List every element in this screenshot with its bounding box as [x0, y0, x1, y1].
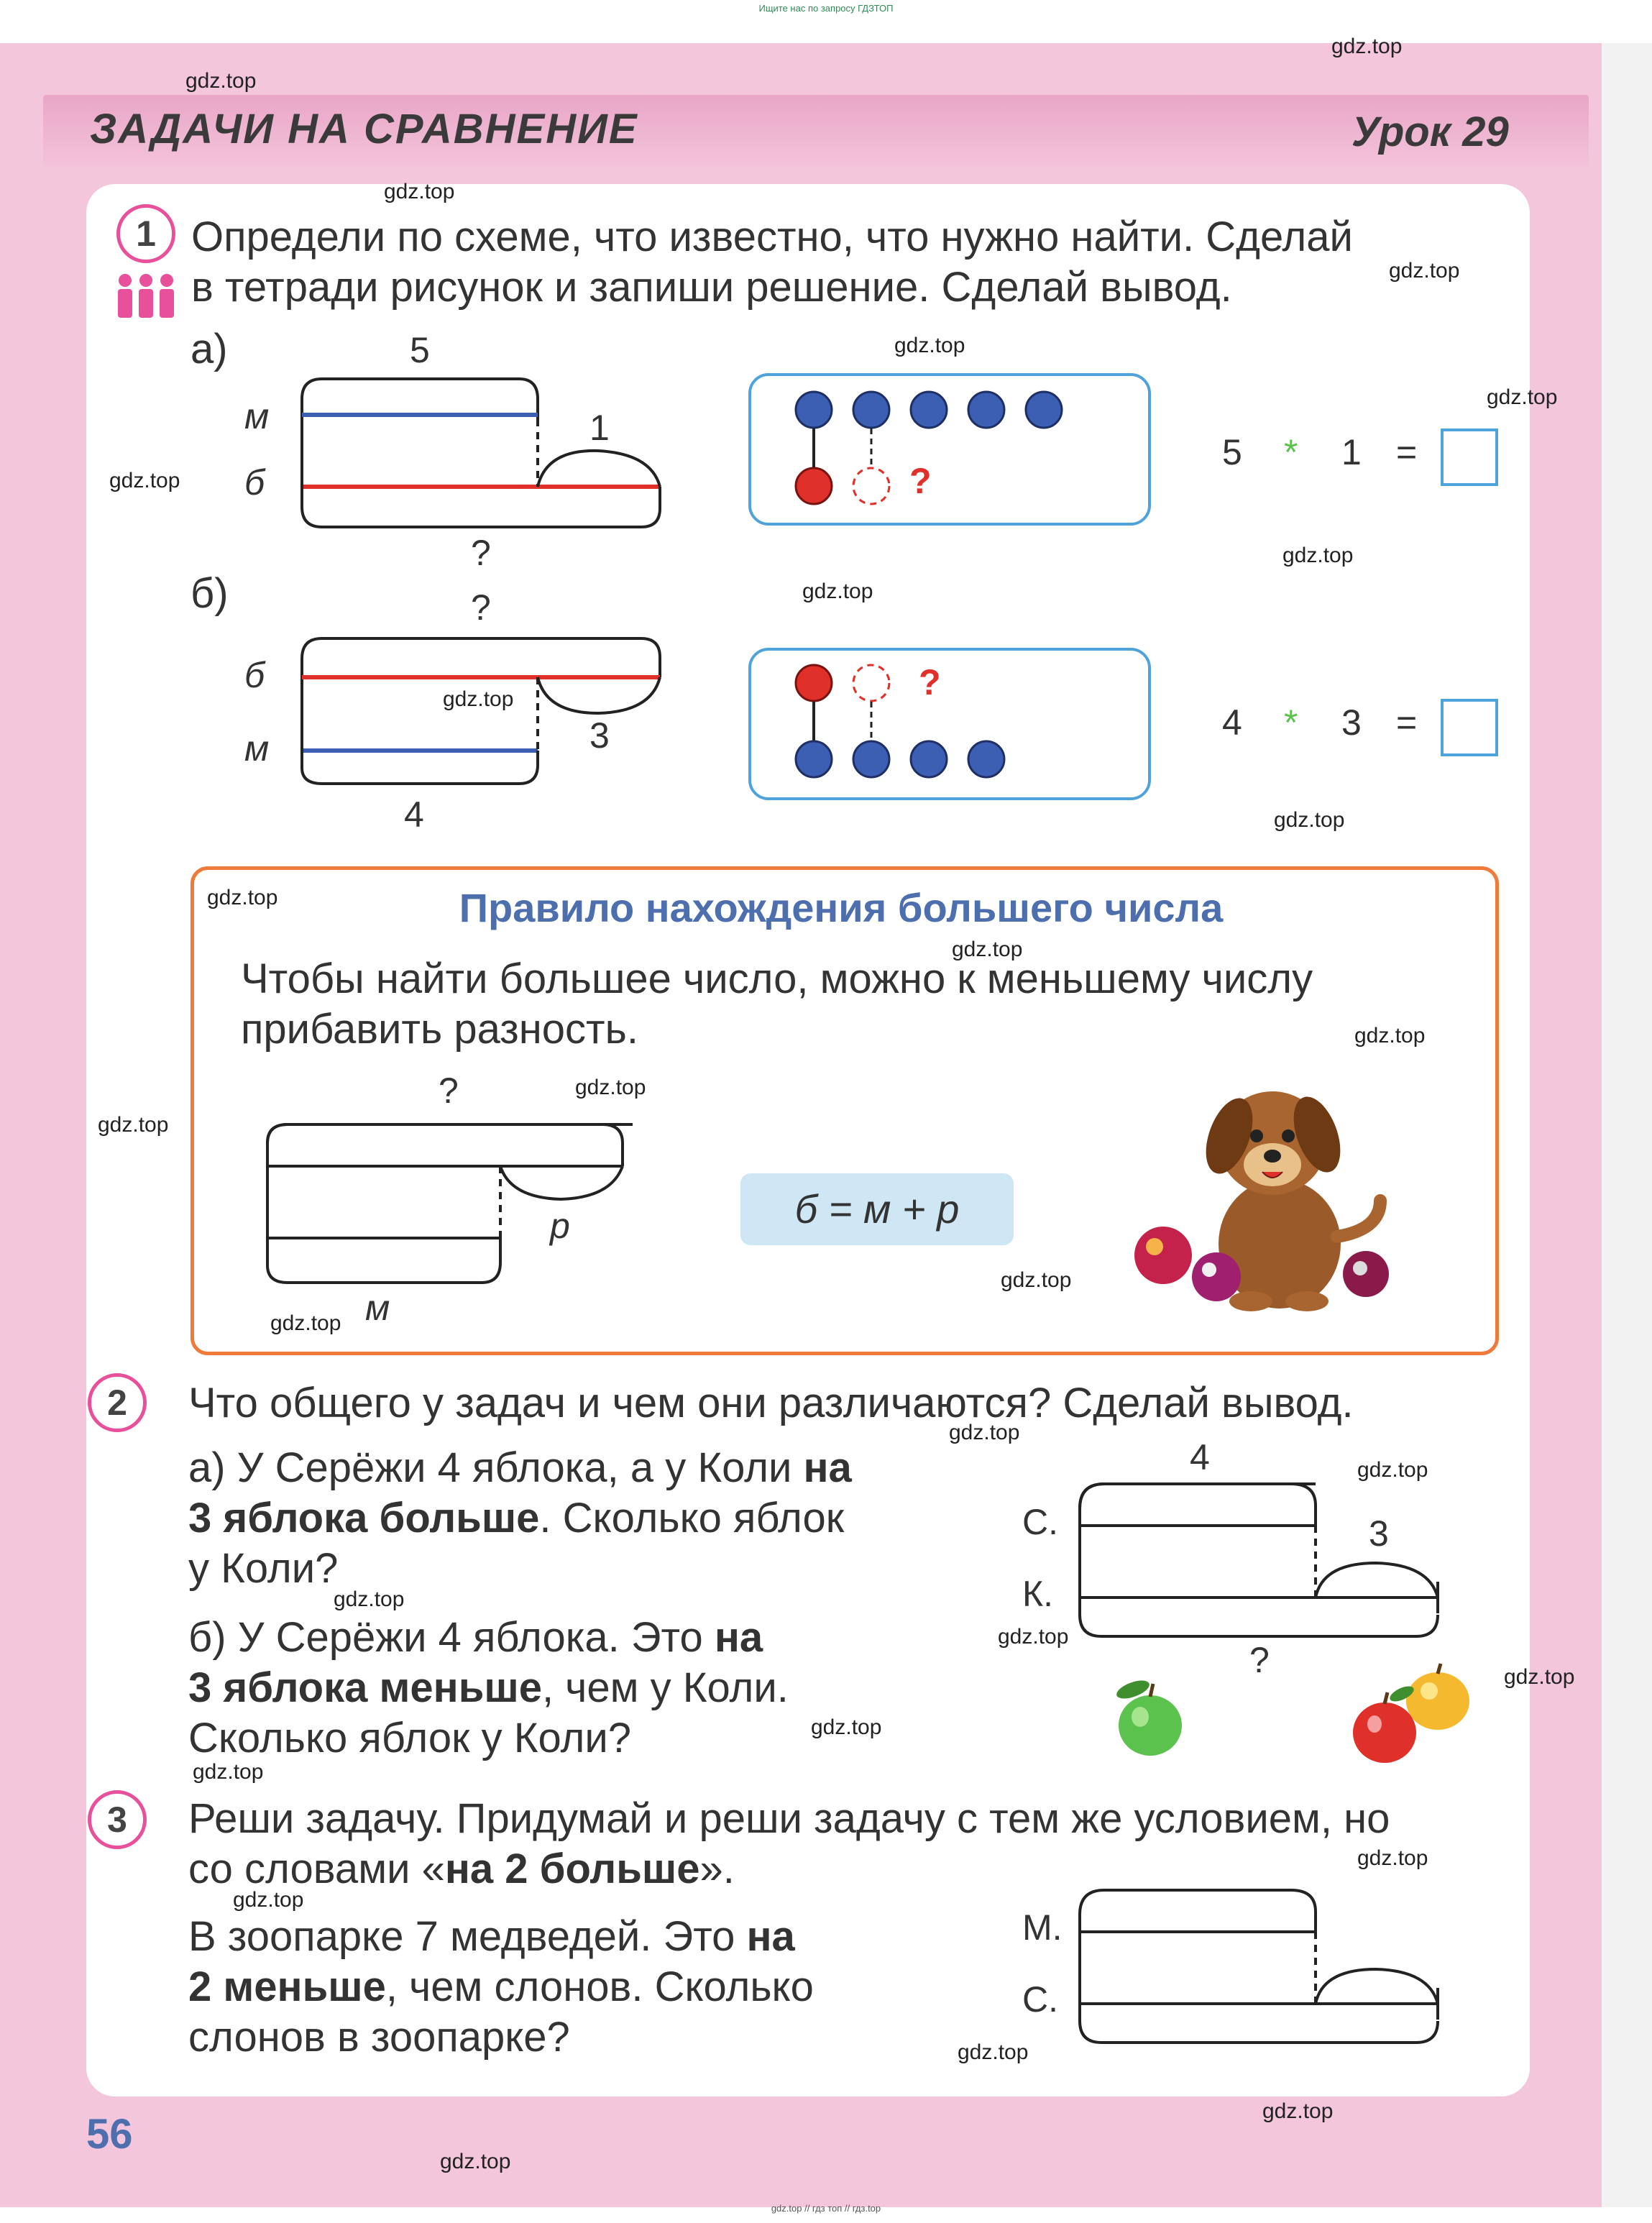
rule-segment-diagram — [259, 1114, 633, 1294]
task2-a-line3: у Коли? — [188, 1545, 339, 1592]
task2-b-line3: Сколько яблок у Коли? — [188, 1715, 631, 1761]
task3-line2: со словами «на 2 больше». — [188, 1846, 735, 1892]
watermark: gdz.top — [811, 1715, 882, 1739]
watermark: gdz.top — [109, 469, 180, 492]
task2-a-line2: 3 яблока больше. Сколько яблок — [188, 1495, 845, 1541]
task-number-2: 2 — [88, 1373, 147, 1432]
task1a-diff-value: 1 — [589, 408, 610, 448]
watermark: gdz.top — [1357, 1458, 1428, 1482]
task1b-expr-op: * — [1284, 702, 1298, 743]
pair-work-icon — [115, 272, 177, 319]
watermark: gdz.top — [270, 1311, 341, 1335]
page-number: 56 — [86, 2111, 133, 2158]
top-note: Ищите нас по запросу ГДЗТОП — [758, 3, 894, 14]
watermark: gdz.top — [193, 1760, 264, 1784]
page-edge — [1602, 43, 1652, 2207]
watermark: gdz.top — [949, 1421, 1020, 1444]
watermark: gdz.top — [98, 1113, 169, 1137]
watermark: gdz.top — [1282, 544, 1354, 567]
task1a-dot — [1026, 392, 1062, 428]
task3-p1: В зоопарке 7 медведей. Это на — [188, 1913, 795, 1960]
watermark: gdz.top — [185, 69, 257, 93]
rule-formula: б = м + р — [740, 1173, 1014, 1245]
task2-diagram-unknown: ? — [1249, 1640, 1270, 1680]
task2-b-line1: б) У Серёжи 4 яблока. Это на — [188, 1614, 763, 1661]
watermark: gdz.top — [958, 2040, 1029, 2064]
watermark: gdz.top — [1389, 259, 1460, 283]
task2-question: Что общего у задач и чем они различаются? Сделай вывод. — [188, 1380, 1354, 1426]
task1b-dots-box — [748, 647, 1152, 801]
task3-segment-diagram — [1071, 1880, 1445, 2053]
task1b-expr-left: 4 — [1222, 702, 1242, 743]
watermark: gdz.top — [1331, 35, 1403, 58]
rule-title: Правило нахождения большего числа — [459, 885, 1224, 930]
task1a-unknown: ? — [471, 533, 491, 573]
watermark: gdz.top — [233, 1888, 304, 1912]
watermark: gdz.top — [575, 1076, 646, 1099]
task1a-segment-diagram — [288, 370, 676, 536]
watermark: gdz.top — [1487, 385, 1558, 409]
watermark: gdz.top — [384, 180, 455, 203]
task1b-dot — [853, 741, 889, 777]
task1a-answer-box[interactable] — [1441, 428, 1498, 486]
watermark: gdz.top — [1357, 1846, 1428, 1870]
task1b-bottom-value: 4 — [404, 794, 424, 835]
task1a-expr-right: 1 — [1341, 432, 1362, 472]
task1a-dot — [968, 392, 1004, 428]
rule-unknown: ? — [439, 1071, 459, 1111]
task-number-3: 3 — [88, 1790, 147, 1849]
lesson-label: Урок 29 — [1352, 109, 1509, 155]
watermark: gdz.top — [207, 886, 278, 909]
task1b-dots-question: ? — [919, 662, 941, 702]
task-number-1: 1 — [116, 204, 175, 263]
task1b-diff-value: 3 — [589, 715, 610, 756]
task3-row-m: М. — [1022, 1907, 1063, 1948]
green-apple-illustration — [1100, 1675, 1201, 1761]
task2-diagram-top: 4 — [1190, 1437, 1210, 1477]
task1a-expr-eq: = — [1396, 432, 1418, 472]
task1b-dot — [796, 741, 832, 777]
task1a-dots-question: ? — [909, 461, 932, 501]
watermark: gdz.top — [952, 938, 1023, 961]
task1b-row-m: м — [244, 728, 270, 769]
watermark: gdz.top — [443, 687, 514, 711]
task1b-row-b: б — [244, 655, 265, 695]
watermark: gdz.top — [334, 1587, 405, 1611]
task1a-top-value: 5 — [410, 330, 430, 370]
task1b-answer-box[interactable] — [1441, 699, 1498, 756]
task1a-label: а) — [191, 326, 228, 372]
task3-p2: 2 меньше, чем слонов. Сколько — [188, 1963, 814, 2010]
watermark: gdz.top — [998, 1625, 1069, 1649]
task1b-expr-right: 3 — [1341, 702, 1362, 743]
watermark: gdz.top — [894, 334, 965, 357]
rule-diff-label: р — [550, 1206, 570, 1246]
task1a-expr-left: 5 — [1222, 432, 1242, 472]
watermark: gdz.top — [1504, 1665, 1575, 1689]
task2-row-s: С. — [1022, 1502, 1058, 1542]
rule-line1: Чтобы найти большее число, можно к меньшему числу — [241, 955, 1313, 1002]
task1a-dot — [796, 392, 832, 428]
task1a-dot — [853, 392, 889, 428]
watermark: gdz.top — [1262, 2099, 1334, 2123]
task3-row-s: С. — [1022, 1979, 1058, 2020]
red-yellow-apples-illustration — [1344, 1661, 1488, 1769]
watermark: gdz.top — [802, 579, 873, 603]
task3-line1: Реши задачу. Придумай и реши задачу с тем же условием, но — [188, 1795, 1390, 1842]
task1b-dot — [968, 741, 1004, 777]
task2-b-line2: 3 яблока меньше, чем у Коли. — [188, 1664, 789, 1711]
task1b-expr-eq: = — [1396, 702, 1418, 743]
task1b-label: б) — [191, 570, 229, 617]
watermark: gdz.top — [1001, 1268, 1072, 1292]
rule-line2: прибавить разность. — [241, 1006, 638, 1053]
task1-line2: в тетради рисунок и запиши решение. Сделай вывод. — [191, 264, 1232, 311]
task1a-dots-box — [748, 372, 1152, 526]
watermark: gdz.top — [440, 2150, 511, 2173]
bottom-note: gdz.top // гдз топ // гдз.top — [771, 2203, 881, 2214]
task1a-dot — [911, 392, 947, 428]
page-title: ЗАДАЧИ НА СРАВНЕНИЕ — [90, 106, 638, 152]
task1-line1: Определи по схеме, что известно, что нужно найти. Сделай — [191, 214, 1353, 260]
rule-small-label: м — [365, 1288, 390, 1328]
balls-illustration — [1129, 1215, 1416, 1308]
task2-diagram-diff: 3 — [1369, 1513, 1389, 1554]
task3-p3: слонов в зоопарке? — [188, 2014, 570, 2061]
task2-a-line1: а) У Серёжи 4 яблока, а у Коли на — [188, 1444, 852, 1491]
task1a-row-b: б — [244, 462, 265, 503]
task1a-expr-op: * — [1284, 432, 1298, 472]
task1a-row-m: м — [244, 396, 270, 436]
task2-segment-diagram — [1071, 1474, 1445, 1646]
watermark: gdz.top — [1274, 808, 1345, 832]
task1b-top-value: ? — [471, 587, 491, 628]
task1b-dot — [911, 741, 947, 777]
task2-row-k: К. — [1022, 1574, 1054, 1614]
watermark: gdz.top — [1354, 1024, 1426, 1048]
